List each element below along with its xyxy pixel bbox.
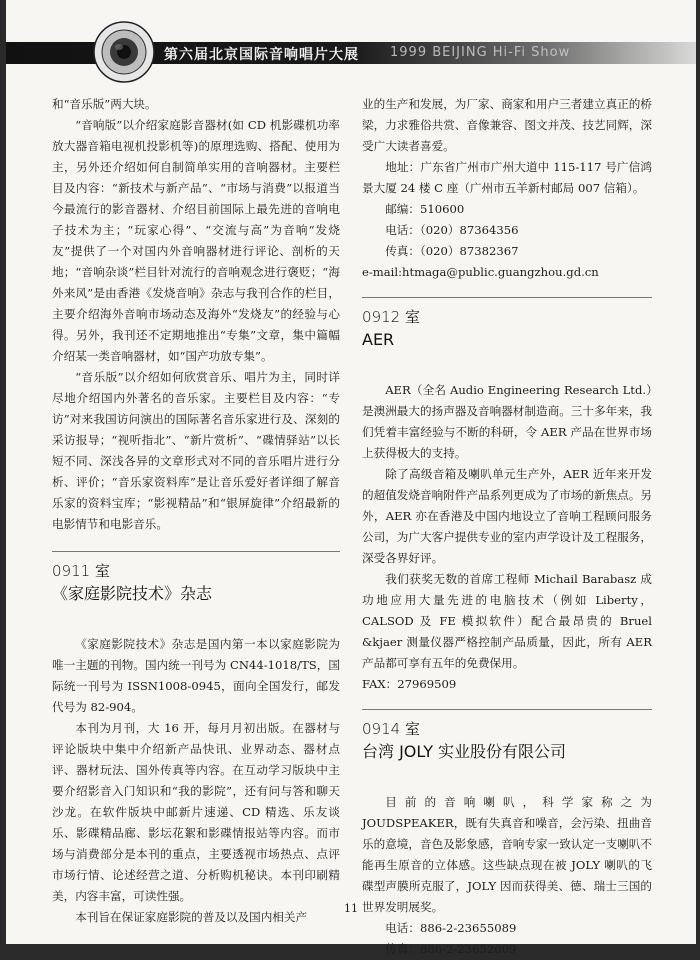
room-number: 0912 室: [362, 308, 420, 326]
fax: 传真：（020）87382367: [385, 244, 519, 258]
left-column: [52, 94, 340, 928]
paragraph: “音响版”以介绍家庭影音器材(如 CD 机影碟机功率放大器音箱电视机投影机等)的原理选购、搭配、使用为主，另外还介绍如何自制简单实用的音响器材。主要栏目及内容：“新技术与新产品”、“市场与消费”以报道当今最流行的影音器材、介绍目前国际上最先进的音响电子技术为主；“玩家心得”、“交流与高”为音响“发烧友”提供了一个对国内外音响器材进行评论、剖析的天地；“音响杂谈”栏目针对流行的音响观念进行褒贬；“海外来风”是由香港《发烧音响》杂志与我刊合作的栏目，主要介绍海外音响市场动态及海外“发烧友”的经验与心得。另外，我刊还不定期地推出“专集”文章，集中篇幅介绍某一类音响器材，如“国产功放专集”。: [52, 118, 340, 363]
header-subtitle: 1999 BEIJING Hi-Fi Show: [390, 45, 571, 60]
paragraph: AER（全名 Audio Engineering Research Ltd.）是澳洲最大的扬声器及音响器材制造商。三十多年来，我们凭着丰富经验与不断的科研，令 AER 产品在世界市场上获得极大的支持。: [362, 383, 652, 460]
header-title: 第六届北京国际音响唱片大展: [164, 47, 359, 63]
paragraph: 目前的音响喇叭，科学家称之为 JOUDSPEAKER，既有失真音和噪音，会污染、扭曲音乐的意境，音色及影象感，音响专家一致认定一支喇叭不能再生原音的立体感。这些缺点现在被 JOLY 喇叭的飞碟型声膜所克服了，JOLY 因而获得美、德、瑞士三国的世界发明展奖。: [362, 795, 652, 914]
paragraph: “音乐版”以介绍如何欣赏音乐、唱片为主，同时详尽地介绍国内外著名的音乐家。主要栏目及内容：“专访”对来我国访问演出的国际著名音乐家进行及、深刻的采访报导；“视听指北”、“新片赏析”、“碟情驿站”以长短不同、深浅各异的文章形式对不同的音乐唱片进行分析、评价；“音乐家资料库”是让音乐爱好者详细了解音乐家的资料宝库；“影视精品”和“银屏旋律”介绍最新的电影情节和电影音乐。: [52, 370, 340, 531]
room-number: 0911 室: [52, 562, 110, 580]
phone: 电话：（020）87364356: [385, 223, 519, 237]
section-divider: [362, 297, 652, 298]
paragraph: 我们获奖无数的首席工程师 Michail Barabasz 成功地应用大量先进的电脑技术（例如 Liberty，CALSOD 及 FE 模拟软件）配合最昂贵的 Bruel &kjaer 测量仪器严格控制产品质量，因此，所有 AER 产品都可享有五年的免费保用。: [362, 572, 652, 670]
page-number: 11: [344, 902, 358, 915]
paragraph: 《家庭影院技术》杂志是国内第一本以家庭影院为唯一主题的刊物。国内统一刊号为 CN44-1018/TS，国际统一刊号为 ISSN1008-0945，面向全国发行，邮发代号为 82-904。: [52, 637, 340, 714]
right-column: [362, 94, 652, 960]
paragraph: 除了高级音箱及喇叭单元生产外，AER 近年来开发的超值发烧音响附件产品系列更成为了市场的新焦点。另外，AER 亦在香港及中国内地设立了音响工程顾问服务公司，为广大客户提供专业的室内声学设计及工程服务，深受各界好评。: [362, 467, 652, 565]
paragraph: 业的生产和发展，为厂家、商家和用户三者建立真正的桥梁，力求雅俗共赏、音像兼容、图文并茂、技艺同辉，深受广大读者喜爱。: [362, 97, 652, 153]
paragraph: 本刊为月刊，大 16 开，每月月初出版。在器材与评论版块中集中介绍新产品快讯、业界动态、器材点评、器材玩法、国外传真等内容。在互动学习版块中主要介绍影音入门知识和“我的影院”，还有问与答和聊天沙龙。在软件版块中邮新片速递、CD 精选、乐友谈乐、影碟精品廊、影坛花絮和影碟情报站等内容。而市场与消费部分是本刊的重点，主要透视市场热点、点评市场行情、论述经营之道、分析购机秘诀。本刊印刷精美，内容丰富，可读性强。: [52, 721, 340, 903]
fax: FAX：27969509: [362, 677, 457, 691]
company-name: AER: [362, 330, 395, 349]
company-name: 台湾 JOLY 实业股份有限公司: [362, 742, 567, 761]
company-name: 《家庭影院技术》杂志: [52, 584, 213, 603]
speaker-logo-icon: [92, 20, 156, 84]
paragraph: 和“音乐版”两大块。: [52, 97, 157, 111]
section-divider: [362, 709, 652, 710]
phone: 电话：886-2-23655089: [385, 921, 517, 935]
paragraph: 本刊旨在保证家庭影院的普及以及国内相关产: [75, 910, 308, 924]
address: 地址：广东省广州市广州大道中 115-117 号广信鸿景大厦 24 楼 C 座（广州市五羊新村邮局 007 信箱）。: [362, 160, 652, 195]
magazine-page: [6, 0, 696, 956]
email: e-mail:htmaga@public.guangzhou.gd.cn: [362, 265, 599, 279]
section-divider: [52, 551, 340, 552]
room-number: 0914 室: [362, 720, 420, 738]
postcode: 邮编：510600: [385, 202, 465, 216]
fax: 传真：886-2-23652009: [385, 942, 517, 956]
